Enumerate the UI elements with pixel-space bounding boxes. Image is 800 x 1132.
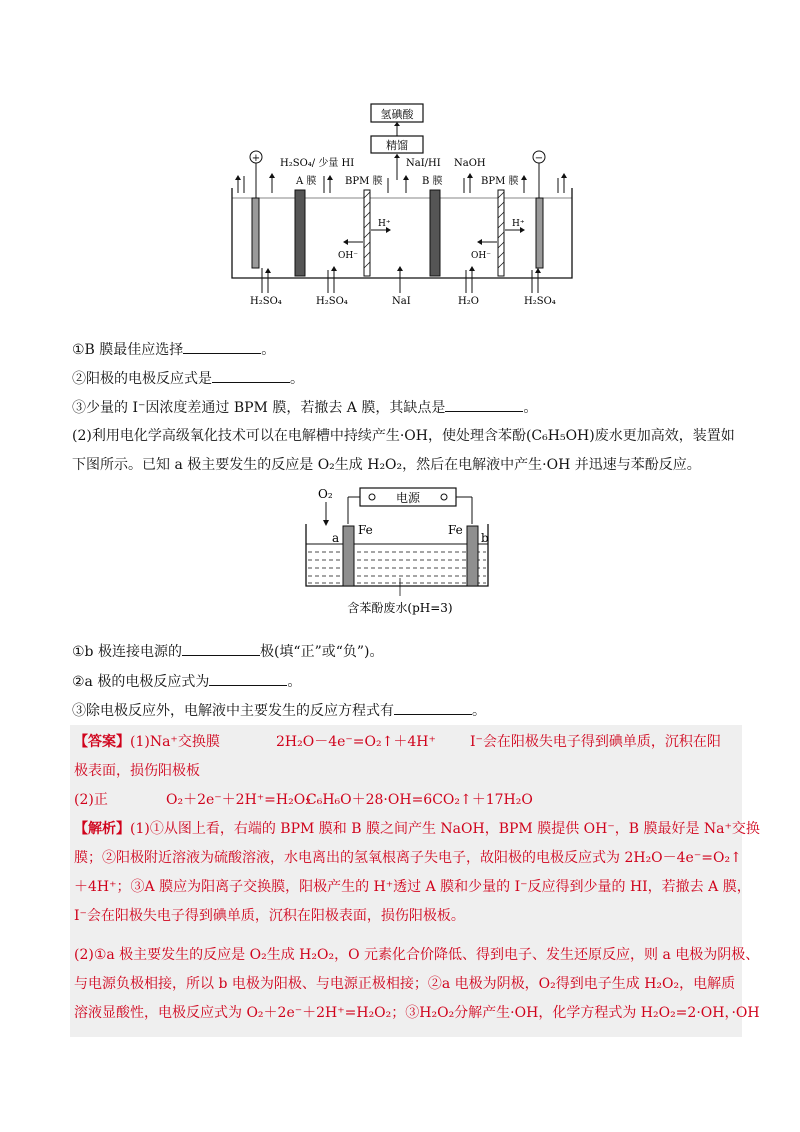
- ion-h-2: H⁺: [512, 219, 525, 229]
- inlet-label-3: NaI: [392, 296, 411, 307]
- answer-line-1-tail: I⁻会在阳极失电子得到碘单质，沉积在阳: [470, 734, 721, 750]
- answer-blank: [445, 397, 523, 412]
- answer-line-3-c: C₆H₆O＋28·OH=6CO₂↑＋17H₂O: [306, 792, 533, 808]
- fe-right-label: Fe: [448, 523, 463, 537]
- analysis-tag: 【解析】: [74, 821, 130, 837]
- inlet-label-1: H₂SO₄: [250, 296, 282, 307]
- distillation-label: 精馏: [386, 139, 408, 152]
- analysis-line-6: 与电源负极相接，所以 b 电极为阳极、与电源正极相接；②a 电极为阴极，O₂得到电子生成 H₂O₂，电解质: [74, 976, 736, 992]
- ion-oh-1: OH⁻: [338, 251, 358, 261]
- question-1-2: ②阳极的电极反应式是 。: [72, 368, 304, 389]
- answer-line-3-b: O₂＋2e⁻＋2H⁺=H₂O₂: [166, 792, 311, 808]
- phenol-wastewater-cell-diagram: [300, 482, 510, 620]
- top-label-2: NaI/HI: [406, 158, 441, 169]
- electrolysis-cell-diagram: [228, 98, 578, 314]
- question-1-3: ③少量的 I⁻因浓度差通过 BPM 膜，若撤去 A 膜，其缺点是 。: [72, 397, 537, 418]
- answer-blank: [182, 641, 260, 656]
- top-label-1: H₂SO₄/ 少量 HI: [280, 158, 355, 169]
- membrane-label-a: A 膜: [296, 176, 317, 187]
- analysis-line-7: 溶液显酸性，电极反应式为 O₂＋2e⁻＋2H⁺=H₂O₂；③H₂O₂分解产生·OH，化学方程式为 H₂O₂=2·OH，·OH: [74, 1005, 760, 1021]
- question-1-1: ①B 膜最佳应选择 。: [72, 339, 275, 360]
- ion-oh-2: OH⁻: [471, 251, 491, 261]
- answer-blank: [183, 339, 261, 354]
- inlet-label-2: H₂SO₄: [316, 296, 348, 307]
- membrane-label-bpm-1: BPM 膜: [345, 176, 383, 187]
- electrode-a-label: a: [332, 531, 340, 545]
- electrode-b-label: b: [481, 531, 489, 545]
- answer-line-2: 极表面，损伤阳极板: [74, 763, 200, 779]
- top-label-3: NaOH: [454, 158, 486, 169]
- answer-blank: [212, 368, 290, 383]
- answer-blank: [394, 700, 472, 715]
- inlet-label-4: H₂O: [458, 296, 479, 307]
- analysis-line-5: (2)①a 极主要发生的反应是 O₂生成 H₂O₂，O 元素化合价降低、得到电子、发生还原反应，则 a 电极为阴极、: [74, 947, 760, 963]
- analysis-line-2: 膜；②阳极附近溶液为硫酸溶液，水电离出的氢氧根离子失电子，故阳极的电极反应式为 2H₂O－4e⁻=O₂↑: [74, 850, 742, 866]
- question-2-1: ①b 极连接电源的 极(填“正”或“负”)。: [72, 641, 384, 662]
- part2-intro-line2: 下图所示。已知 a 极主要发生的反应是 O₂生成 H₂O₂，然后在电解液中产生·OH 并迅速与苯酚反应。: [72, 457, 701, 473]
- o2-label: O₂: [318, 487, 333, 501]
- answer-tag: 【答案】: [74, 734, 130, 750]
- analysis-line-1: 【解析】(1)①从图上看，右端的 BPM 膜和 B 膜之间产生 NaOH，BPM 膜提供 OH⁻，B 膜最好是 Na⁺交换: [74, 821, 760, 837]
- analysis-line-4: I⁻会在阳极失电子得到碘单质，沉积在阳极表面，损伤阳极板。: [74, 908, 465, 924]
- plus-sign: +: [251, 153, 261, 164]
- wastewater-caption: 含苯酚废水(pH=3): [347, 601, 453, 615]
- fe-left-label: Fe: [358, 523, 373, 537]
- question-2-3: ③除电极反应外，电解液中主要发生的反应方程式有 。: [72, 700, 486, 721]
- answer-line-3-a: (2)正: [74, 792, 108, 808]
- answer-line-1-eq: 2H₂O－4e⁻=O₂↑＋4H⁺: [276, 734, 436, 750]
- ion-h-1: H⁺: [378, 219, 391, 229]
- analysis-line-3: ＋4H⁺；③A 膜应为阳离子交换膜，阳极产生的 H⁺透过 A 膜和少量的 I⁻反应得到少量的 HI，若撤去 A 膜，: [74, 879, 751, 895]
- part2-intro-line1: (2)利用电化学高级氧化技术可以在电解槽中持续产生·OH，使处理含苯酚(C₆H₅OH)废水更加高效，装置如: [72, 428, 735, 444]
- hydroiodic-acid-label: 氢碘酸: [380, 108, 414, 121]
- power-source-label: 电源: [395, 491, 421, 505]
- answer-blank: [209, 671, 287, 686]
- membrane-label-bpm-2: BPM 膜: [481, 176, 519, 187]
- answer-line-1: 【答案】(1)Na⁺交换膜: [74, 734, 220, 750]
- minus-sign: −: [534, 153, 544, 164]
- question-2-2: ②a 极的电极反应式为 。: [72, 671, 301, 692]
- inlet-label-5: H₂SO₄: [524, 296, 556, 307]
- membrane-label-b: B 膜: [422, 176, 443, 187]
